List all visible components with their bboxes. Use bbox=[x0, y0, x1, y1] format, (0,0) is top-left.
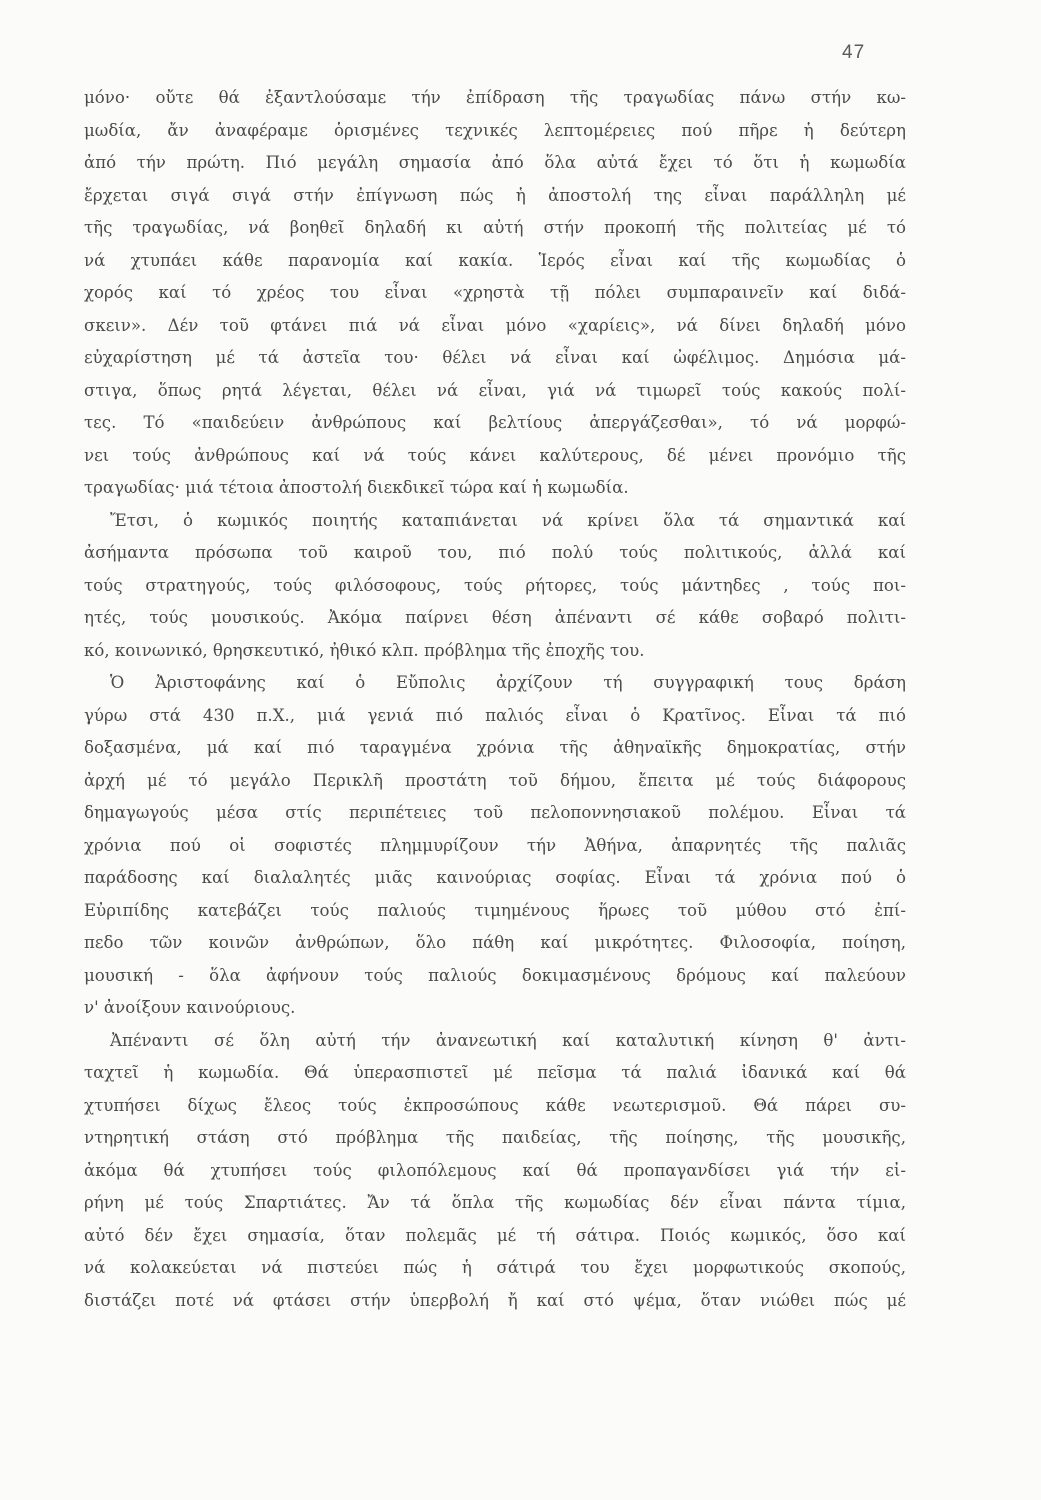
text-line: δημαγωγούς μέσα στίς περιπέτειες τοῦ πελοποννησιακοῦ πολέμου. Εἶναι τά bbox=[84, 803, 906, 822]
text-line: κό, κοινωνικό, θρησκευτικό, ἠθικό κλπ. πρόβλημα τῆς ἐποχῆς του. bbox=[84, 640, 645, 660]
text-line: εὐχαρίστηση μέ τά ἀστεῖα του· θέλει νά εἶναι καί ὠφέλιμος. Δημόσια μά- bbox=[84, 348, 906, 367]
text-line: διστάζει ποτέ νά φτάσει στήν ὑπερβολή ἤ καί στό ψέμα, ὅταν νιώθει πώς μέ bbox=[84, 1290, 906, 1310]
paragraph bbox=[84, 1025, 906, 1318]
paragraph bbox=[84, 505, 906, 668]
text-line: πεδο τῶν κοινῶν ἀνθρώπων, ὅλο πάθη καί μικρότητες. Φιλοσοφία, ποίηση, bbox=[84, 933, 906, 952]
text-line: ρήνη μέ τούς Σπαρτιάτες. Ἄν τά ὅπλα τῆς κωμωδίας δέν εἶναι πάντα τίμια, bbox=[84, 1193, 906, 1212]
text-line: αὐτό δέν ἔχει σημασία, ὅταν πολεμᾶς μέ τή σάτιρα. Ποιός κωμικός, ὅσο καί bbox=[84, 1225, 906, 1245]
text-line: ἀπό τήν πρώτη. Πιό μεγάλη σημασία ἀπό ὅλα αὐτά ἔχει τό ὅτι ἡ κωμωδία bbox=[84, 153, 906, 172]
text-line: τῆς τραγωδίας, νά βοηθεῖ δηλαδή κι αὐτή στήν προκοπή τῆς πολιτείας μέ τό bbox=[84, 218, 906, 237]
text-line: ντηρητική στάση στό πρόβλημα τῆς παιδείας, τῆς ποίησης, τῆς μουσικῆς, bbox=[84, 1128, 906, 1147]
text-line: Ὁ Ἀριστοφάνης καί ὁ Εὔπολις ἀρχίζουν τή συγγραφική τους δράση bbox=[110, 673, 906, 692]
text-line: ητές, τούς μουσικούς. Ἀκόμα παίρνει θέση ἀπέναντι σέ κάθε σοβαρό πολιτι- bbox=[84, 608, 906, 627]
text-line: ἀρχή μέ τό μεγάλο Περικλῆ προστάτη τοῦ δήμου, ἔπειτα μέ τούς διάφορους bbox=[84, 770, 906, 790]
text-line: ἔρχεται σιγά σιγά στήν ἐπίγνωση πώς ἡ ἀποστολή της εἶναι παράλληλη μέ bbox=[84, 185, 906, 205]
text-line: γύρω στά 430 π.Χ., μιά γενιά πιό παλιός εἶναι ὁ Κρατῖνος. Εἶναι τά πιό bbox=[84, 705, 906, 725]
text-line: ταχτεῖ ἡ κωμωδία. Θά ὑπερασπιστεῖ μέ πεῖσμα τά παλιά ἰδανικά καί θά bbox=[84, 1063, 906, 1082]
text-line: χορός καί τό χρέος του εἶναι «χρηστὰ τῇ πόλει συμπαραινεῖν καί διδά- bbox=[84, 283, 906, 302]
text-line: ἀσήμαντα πρόσωπα τοῦ καιροῦ του, πιό πολύ τούς πολιτικούς, ἀλλά καί bbox=[84, 543, 906, 562]
text-line: στιγα, ὅπως ρητά λέγεται, θέλει νά εἶναι, γιά νά τιμωρεῖ τούς κακούς πολί- bbox=[84, 380, 906, 400]
text-line: σκειν». Δέν τοῦ φτάνει πιά νά εἶναι μόνο «χαρίεις», νά δίνει δηλαδή μόνο bbox=[84, 315, 906, 335]
text-line: Ἀπέναντι σέ ὅλη αὐτή τήν ἀνανεωτική καί καταλυτική κίνηση θ' ἀντι- bbox=[110, 1030, 906, 1050]
text-line: τραγωδίας· μιά τέτοια ἀποστολή διεκδικεῖ τώρα καί ἡ κωμωδία. bbox=[84, 478, 629, 497]
text-line: χρόνια πού οἱ σοφιστές πλημμυρίζουν τήν Ἀθήνα, ἀπαρνητές τῆς παλιᾶς bbox=[84, 835, 906, 855]
text-line: μουσική - ὅλα ἀφήνουν τούς παλιούς δοκιμασμένους δρόμους καί παλεύουν bbox=[84, 965, 906, 985]
text-line: Εὐριπίδης κατεβάζει τούς παλιούς τιμημένους ἥρωες τοῦ μύθου στό ἐπί- bbox=[84, 900, 906, 920]
text-line: τούς στρατηγούς, τούς φιλόσοφους, τούς ρήτορες, τούς μάντηδες , τούς ποι- bbox=[84, 575, 906, 595]
text-line: χτυπήσει δίχως ἔλεος τούς ἐκπροσώπους κάθε νεωτερισμοῦ. Θά πάρει συ- bbox=[84, 1095, 906, 1115]
page-number: 47 bbox=[842, 42, 866, 63]
text-line: νά κολακεύεται νά πιστεύει πώς ἡ σάτιρά του ἔχει μορφωτικούς σκοπούς, bbox=[84, 1258, 906, 1277]
text-line: νά χτυπάει κάθε παρανομία καί κακία. Ἱερός εἶναι καί τῆς κωμωδίας ὁ bbox=[84, 250, 906, 270]
text-line: ν' ἀνοίξουν καινούριους. bbox=[84, 998, 296, 1017]
text-line: μωδία, ἄν ἀναφέραμε ὁρισμένες τεχνικές λεπτομέρειες πού πῆρε ἡ δεύτερη bbox=[84, 120, 906, 140]
paragraph bbox=[84, 667, 906, 1025]
text-line: δοξασμένα, μά καί πιό ταραγμένα χρόνια τῆς ἀθηναϊκῆς δημοκρατίας, στήν bbox=[84, 738, 906, 757]
text-line: νει τούς ἀνθρώπους καί νά τούς κάνει καλύτερους, δέ μένει προνόμιο τῆς bbox=[84, 445, 906, 465]
text-line: τες. Τό «παιδεύειν ἀνθρώπους καί βελτίους ἀπεργάζεσθαι», τό νά μορφώ- bbox=[84, 413, 906, 432]
text-line: μόνο· οὔτε θά ἐξαντλούσαμε τήν ἐπίδραση τῆς τραγωδίας πάνω στήν κω- bbox=[84, 88, 906, 107]
text-line: παράδοσης καί διαλαλητές μιᾶς καινούριας σοφίας. Εἶναι τά χρόνια πού ὁ bbox=[84, 868, 906, 887]
text-line: ἀκόμα θά χτυπήσει τούς φιλοπόλεμους καί θά προπαγανδίσει γιά τήν εἰ- bbox=[84, 1160, 906, 1180]
paragraph bbox=[84, 82, 906, 505]
page-text bbox=[84, 82, 906, 1317]
text-line: Ἔτσι, ὁ κωμικός ποιητής καταπιάνεται νά κρίνει ὅλα τά σημαντικά καί bbox=[110, 510, 906, 530]
